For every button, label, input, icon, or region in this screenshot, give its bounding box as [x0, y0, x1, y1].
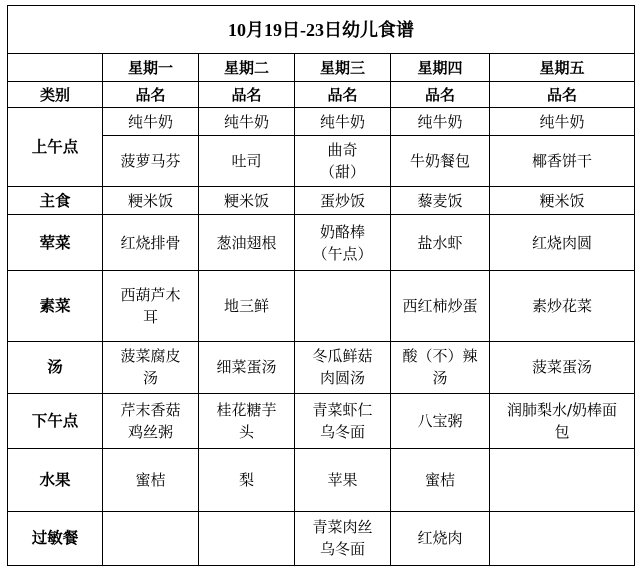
item-header: 品名 [490, 82, 635, 108]
category-label: 素菜 [8, 271, 103, 341]
day-header-monday: 星期一 [103, 54, 199, 82]
menu-cell: 红烧排骨 [103, 215, 199, 271]
menu-cell: 润肺梨水/奶棒面 包 [490, 393, 635, 448]
table-row [8, 187, 635, 215]
menu-cell: 蛋炒饭 [295, 187, 391, 215]
item-header: 品名 [103, 82, 199, 108]
category-label: 过敏餐 [8, 511, 103, 565]
category-label: 水果 [8, 448, 103, 511]
category-header: 类别 [8, 82, 103, 108]
column-header-row [8, 82, 635, 108]
menu-cell: 细菜蛋汤 [199, 341, 295, 393]
item-header: 品名 [391, 82, 490, 108]
menu-cell: 桂花糖芋 头 [199, 393, 295, 448]
menu-cell: 椰香饼干 [490, 136, 635, 187]
menu-cell: 菠菜蛋汤 [490, 341, 635, 393]
menu-cell: 藜麦饭 [391, 187, 490, 215]
table-row [8, 511, 635, 565]
category-label: 下午点 [8, 393, 103, 448]
menu-cell: 西葫芦木 耳 [103, 271, 199, 341]
menu-cell: 曲奇 （甜） [295, 136, 391, 187]
day-header-wednesday: 星期三 [295, 54, 391, 82]
menu-cell: 菠菜腐皮 汤 [103, 341, 199, 393]
table-row [8, 108, 635, 136]
menu-cell [103, 511, 199, 565]
menu-cell: 纯牛奶 [490, 108, 635, 136]
menu-cell: 粳米饭 [103, 187, 199, 215]
table-row [8, 393, 635, 448]
menu-cell: 梨 [199, 448, 295, 511]
menu-cell: 红烧肉圆 [490, 215, 635, 271]
category-label: 荤菜 [8, 215, 103, 271]
menu-cell [199, 511, 295, 565]
table-row [8, 136, 635, 187]
table-row [8, 215, 635, 271]
day-header-thursday: 星期四 [391, 54, 490, 82]
menu-cell [490, 448, 635, 511]
category-label: 上午点 [8, 108, 103, 187]
menu-cell: 地三鲜 [199, 271, 295, 341]
menu-cell: 纯牛奶 [199, 108, 295, 136]
menu-cell: 酸（不）辣 汤 [391, 341, 490, 393]
menu-cell: 葱油翅根 [199, 215, 295, 271]
table-row [8, 271, 635, 341]
menu-cell: 纯牛奶 [391, 108, 490, 136]
menu-cell: 蜜桔 [103, 448, 199, 511]
menu-cell: 菠萝马芬 [103, 136, 199, 187]
item-header: 品名 [295, 82, 391, 108]
menu-cell: 纯牛奶 [295, 108, 391, 136]
menu-cell: 蜜桔 [391, 448, 490, 511]
menu-cell: 粳米饭 [490, 187, 635, 215]
menu-cell [295, 271, 391, 341]
day-header-tuesday: 星期二 [199, 54, 295, 82]
menu-cell: 粳米饭 [199, 187, 295, 215]
category-label: 汤 [8, 341, 103, 393]
menu-cell: 素炒花菜 [490, 271, 635, 341]
menu-cell: 苹果 [295, 448, 391, 511]
menu-cell: 牛奶餐包 [391, 136, 490, 187]
category-label: 主食 [8, 187, 103, 215]
menu-cell: 冬瓜鲜菇 肉圆汤 [295, 341, 391, 393]
blank-corner-cell [8, 54, 103, 82]
table-row [8, 448, 635, 511]
day-header-friday: 星期五 [490, 54, 635, 82]
day-header-row [8, 54, 635, 82]
menu-cell: 八宝粥 [391, 393, 490, 448]
page-title: 10月19日-23日幼儿食谱 [8, 6, 635, 54]
menu-cell: 吐司 [199, 136, 295, 187]
menu-cell: 青菜虾仁 乌冬面 [295, 393, 391, 448]
item-header: 品名 [199, 82, 295, 108]
menu-cell [490, 511, 635, 565]
menu-table [7, 5, 635, 566]
menu-cell: 盐水虾 [391, 215, 490, 271]
menu-cell: 奶酪棒 （午点） [295, 215, 391, 271]
menu-cell: 青菜肉丝 乌冬面 [295, 511, 391, 565]
menu-cell: 纯牛奶 [103, 108, 199, 136]
menu-cell: 红烧肉 [391, 511, 490, 565]
menu-cell: 芹末香菇 鸡丝粥 [103, 393, 199, 448]
table-row [8, 341, 635, 393]
menu-cell: 西红柿炒蛋 [391, 271, 490, 341]
